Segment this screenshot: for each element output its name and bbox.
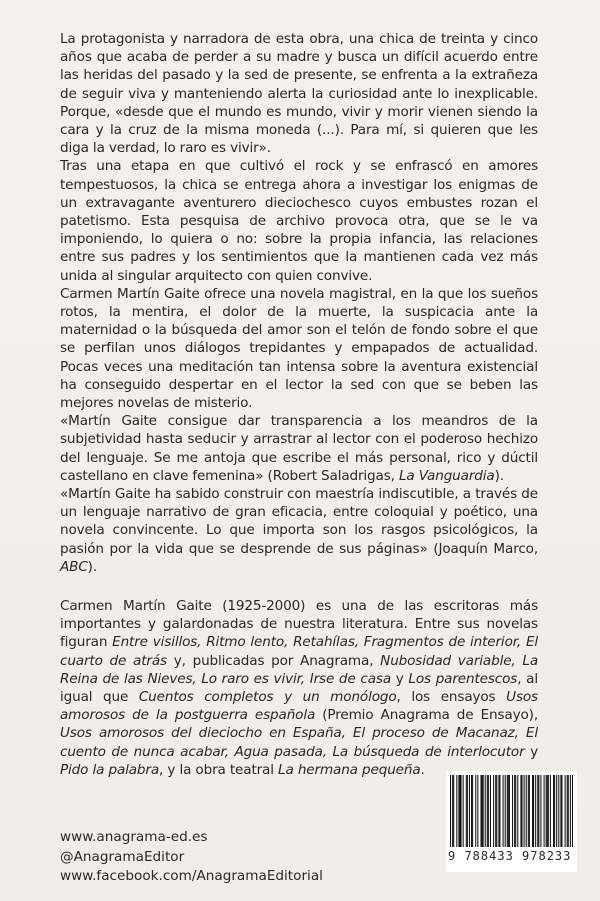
barcode-bar xyxy=(561,775,562,847)
barcode-bar xyxy=(469,775,470,847)
bio-titles-6: Usos amorosos del dieciocho en España, El proceso de Macanaz, El cuento de nunca acabar, Agua pasada, La búsqueda de interlocutor xyxy=(60,725,538,760)
barcode-bar xyxy=(488,775,489,847)
barcode-bar xyxy=(514,775,515,847)
bio-text-6: (Premio Anagrama de Ensayo), xyxy=(315,707,538,724)
isbn-number: 9 788433 978233 xyxy=(448,849,572,863)
barcode-bar xyxy=(466,775,467,847)
bio-text-4: , al igual que xyxy=(60,670,538,706)
barcode-bar xyxy=(567,775,568,847)
bio-text-9: . xyxy=(420,761,425,778)
facebook-link[interactable]: www.facebook.com/AnagramaEditorial xyxy=(60,868,323,884)
barcode-bar xyxy=(520,775,521,847)
barcode-bar xyxy=(535,775,536,847)
barcode-bar xyxy=(477,775,478,847)
review-quote-2-source: ABC xyxy=(60,558,88,575)
bio-titles-7: Pido la palabra xyxy=(60,761,160,778)
barcode-bar xyxy=(503,775,504,847)
synopsis-paragraph-2: Tras una etapa en que cultivó el rock y se enfrascó en amores tempestuosos, la chica se entrega ahora a investigar los enigmas de un extravagante aventurero dieciochesco cuyos embustes rozan el patetismo. Esta pesquisa de archivo provoca otra, que se le va imponiendo, lo quiera o no: sobre la propia infancia, las relaciones entre sus padres y los sentimientos que la mantienen cada vez más unida al singular arquitecto con quien convive. xyxy=(60,158,538,284)
barcode-bar xyxy=(458,775,459,847)
website-link[interactable]: www.anagrama-ed.es xyxy=(60,829,208,845)
review-quote-1-text: «Martín Gaite consigue dar transparencia a los meandros de la subjetividad hasta seducir y arrastrar al lector con el poderoso hechizo del lenguaje. Se me antoja que escribe el más personal, rico y dúctil castellano en clave femenina» (Robert Saladrigas, xyxy=(60,413,538,484)
bio-titles-4: Cuentos completos y un monólogo xyxy=(138,689,397,706)
bio-titles-5: Usos amorosos de la postguerra española xyxy=(60,689,538,724)
bio-text-7: y xyxy=(524,743,538,760)
barcode-bar xyxy=(490,775,491,847)
synopsis-paragraph-1: La protagonista y narradora de esta obra, una chica de treinta y cinco años que acaba de perder a su madre y busca un difícil acuerdo entre las heridas del pasado y la sed de presente, se enfrenta a la extrañeza de seguir viva y manteniendo alerta la curiosidad ante lo inexplicable. Porque, «desde que el mundo es mundo, vivir y morir vienen siendo la cara y la cruz de la misma moneda (...). Para mí, si quieren que les diga la verdad, lo raro es vivir». xyxy=(60,31,538,157)
bio-text-3: y xyxy=(391,670,409,687)
barcode-bar xyxy=(570,775,571,847)
barcode-bar xyxy=(538,775,539,847)
barcode-bar xyxy=(560,775,561,847)
bio-text-5: , los ensayos xyxy=(396,689,507,706)
barcode-bar xyxy=(487,775,488,847)
barcode-bar xyxy=(550,775,551,847)
bio-titles-2: Nubosidad variable, La Reina de las Nieves, Lo raro es vivir, Irse de casa xyxy=(60,652,538,687)
barcode-bar xyxy=(450,775,451,847)
barcode-bar xyxy=(509,775,510,847)
barcode-bar xyxy=(463,775,464,847)
barcode-bar xyxy=(475,775,476,847)
barcode-bar xyxy=(554,775,555,847)
barcode-bar xyxy=(565,775,566,847)
barcode-bar xyxy=(526,775,527,847)
barcode-bar xyxy=(507,775,508,847)
barcode-bar xyxy=(521,775,522,847)
barcode-bars xyxy=(450,775,573,847)
barcode-bar xyxy=(568,775,569,847)
barcode-bar xyxy=(572,775,573,847)
barcode-bar xyxy=(493,775,494,847)
barcode-bar xyxy=(558,775,559,847)
barcode-bar xyxy=(532,775,533,847)
bio-titles-8: La hermana pequeña xyxy=(278,761,421,778)
barcode-bar xyxy=(524,775,525,847)
barcode-bar xyxy=(480,775,481,847)
author-bio-paragraph xyxy=(60,597,538,779)
barcode-bar xyxy=(533,775,534,847)
barcode-bar xyxy=(546,775,547,847)
barcode-bar xyxy=(485,775,486,847)
review-quote-2-end: ). xyxy=(87,558,97,575)
barcode-bar xyxy=(540,775,541,847)
barcode-bar xyxy=(553,775,554,847)
barcode-bar xyxy=(459,775,460,847)
barcode-bar xyxy=(556,775,557,847)
synopsis-paragraph-3: Carmen Martín Gaite ofrece una novela magistral, en la que los sueños rotos, la mentira, el dolor de la muerte, la suspicacia ante la maternidad o la búsqueda del amor son el telón de fondo sobre el que se perfilan unos diálogos trepidantes y empapados de actualidad. Pocas veces una meditación tan intensa sobre la aventura existencial ha conseguido despertar en el lector la sed con que se beben las mejores novelas de misterio. xyxy=(60,285,538,412)
barcode-bar xyxy=(453,775,454,847)
review-quote-2-text: «Martín Gaite ha sabido construir con maestría indiscutible, a través de un lenguaje narrativo de gran eficacia, entre coloquial y poético, una novela convincente. Lo que importa son los rasgos psicológicos, la pasión por la vida que se desprende de sus páginas» (Joaquín Marco, xyxy=(60,486,538,557)
author-bio xyxy=(60,597,538,779)
barcode-bar xyxy=(537,775,538,847)
barcode-bar xyxy=(482,775,483,847)
barcode-bar xyxy=(512,775,513,847)
barcode-bar xyxy=(498,775,499,847)
review-quote-1-end: ). xyxy=(494,467,504,484)
barcode-bar xyxy=(505,775,506,847)
bio-text-1: Carmen Martín Gaite (1925-2000) es una de las escritoras más importantes y galardonadas de nuestra literatura. Entre sus novelas figuran xyxy=(60,598,538,651)
barcode-bar xyxy=(456,775,457,847)
barcode-bar xyxy=(495,775,496,847)
bio-text-8: , y la obra teatral xyxy=(159,761,279,778)
barcode-bar xyxy=(528,775,529,847)
barcode-bar xyxy=(452,775,453,847)
barcode-bar xyxy=(547,775,548,847)
barcode-bar xyxy=(517,775,518,847)
review-quote-1-source: La Vanguardia xyxy=(399,467,495,484)
barcode-bar xyxy=(467,775,468,847)
barcode-bar xyxy=(529,775,530,847)
barcode-bar xyxy=(544,775,545,847)
bio-titles-3: Los parentescos xyxy=(408,670,518,687)
review-quote-1 xyxy=(60,412,538,485)
barcode-bar xyxy=(548,775,549,847)
bio-titles-1: Entre visillos, Ritmo lento, Retahílas, Fragmentos de interior, El cuarto de atrás xyxy=(60,634,539,669)
barcode-bar xyxy=(483,775,484,847)
bio-text-2: y, publicadas por Anagrama, xyxy=(166,652,381,669)
twitter-handle[interactable]: @AnagramaEditor xyxy=(60,848,185,865)
synopsis xyxy=(60,30,538,576)
barcode-bar xyxy=(499,775,500,847)
review-quote-2 xyxy=(60,485,538,576)
barcode-bar xyxy=(515,775,516,847)
barcode-bar xyxy=(472,775,473,847)
barcode-bar xyxy=(508,775,509,847)
barcode-bar xyxy=(496,775,497,847)
barcode-bar xyxy=(471,775,472,847)
publisher-links xyxy=(60,828,323,887)
barcode-bar xyxy=(461,775,462,847)
